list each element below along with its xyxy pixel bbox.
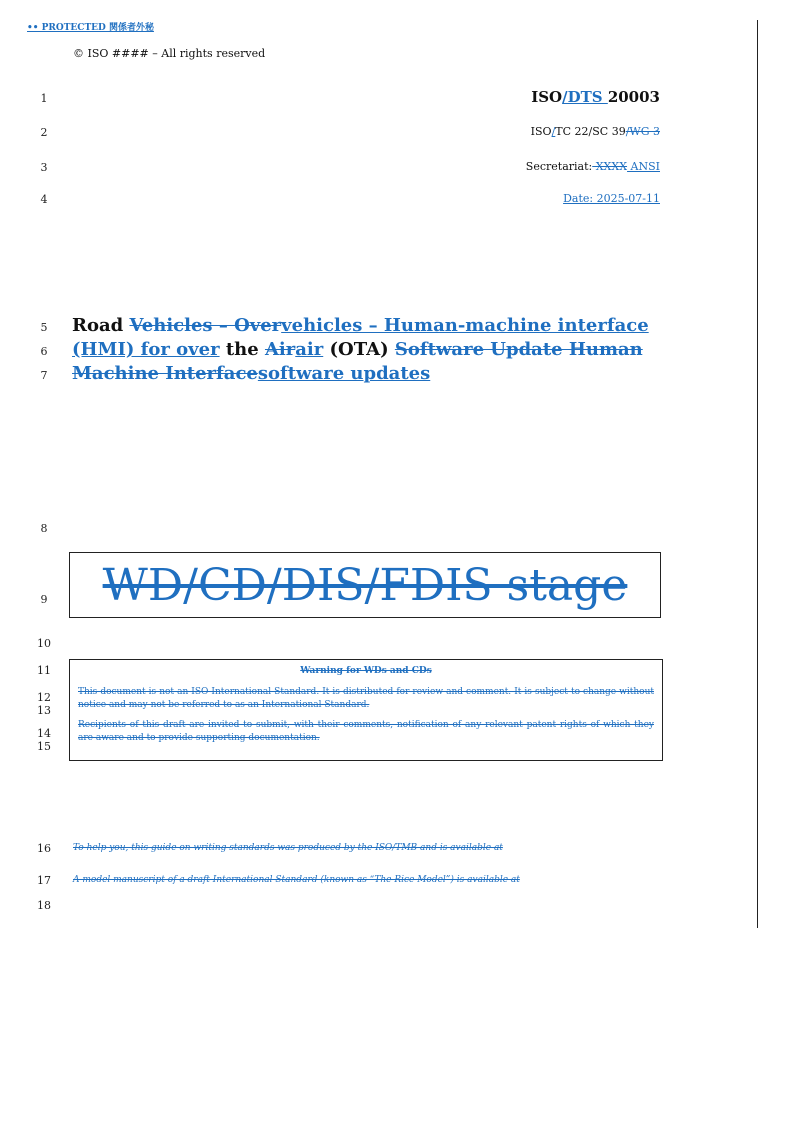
warning-paragraph: This document is not an ISO International Standard. It is distributed for review and comment. It is subject to change without notice and may not be referred to as an International Standard. xyxy=(78,687,654,710)
guide-note: To help you, this guide on writing standards was produced by the ISO/TMB and is available at xyxy=(73,843,503,853)
line-number: 11 xyxy=(37,664,51,677)
line-number: 12 xyxy=(37,691,51,704)
line-number: 18 xyxy=(37,899,51,912)
line-number: 3 xyxy=(40,161,48,174)
document-title: Road Vehicles – Overvehicles – Human-machine interface (HMI) for over the Airair (OTA) Software Update Human Machine Interfacesoftware updates xyxy=(72,315,649,384)
line-number: 4 xyxy=(40,193,48,206)
model-manuscript-note: A model manuscript of a draft International Standard (known as “The Rice Model”) is available at xyxy=(73,875,520,885)
warning-title: Warning for WDs and CDs xyxy=(300,666,432,676)
line-number: 14 xyxy=(37,727,51,740)
stage-box xyxy=(69,552,661,618)
document-number: ISO/DTS 20003 xyxy=(531,88,660,106)
line-number: 6 xyxy=(40,345,48,358)
warning-box xyxy=(69,659,663,761)
protected-mark: •• PROTECTED 関係者外秘 xyxy=(27,23,154,33)
change-bar xyxy=(757,20,758,928)
line-number: 17 xyxy=(37,874,51,887)
secretariat: Secretariat: XXXX ANSI xyxy=(525,160,660,173)
line-number: 13 xyxy=(37,704,51,717)
copyright-notice: © ISO #### – All rights reserved xyxy=(73,47,266,60)
line-number: 16 xyxy=(37,842,51,855)
line-number: 7 xyxy=(40,369,48,382)
committee-reference: ISO/TC 22/SC 39/WG 3 xyxy=(530,125,660,138)
stage-label: WD/CD/DIS/FDIS stage xyxy=(102,560,628,611)
line-number: 5 xyxy=(40,321,48,334)
line-number: 9 xyxy=(40,593,48,606)
line-number: 1 xyxy=(40,92,48,105)
warning-paragraph: Recipients of this draft are invited to submit, with their comments, notification of any relevant patent rights of which they are aware and to provide supporting documentation. xyxy=(78,720,654,743)
line-number: 8 xyxy=(40,522,48,535)
document-date: Date: 2025-07-11 xyxy=(563,192,660,205)
line-number: 10 xyxy=(37,637,51,650)
line-number: 15 xyxy=(37,740,51,753)
line-number: 2 xyxy=(40,126,48,139)
